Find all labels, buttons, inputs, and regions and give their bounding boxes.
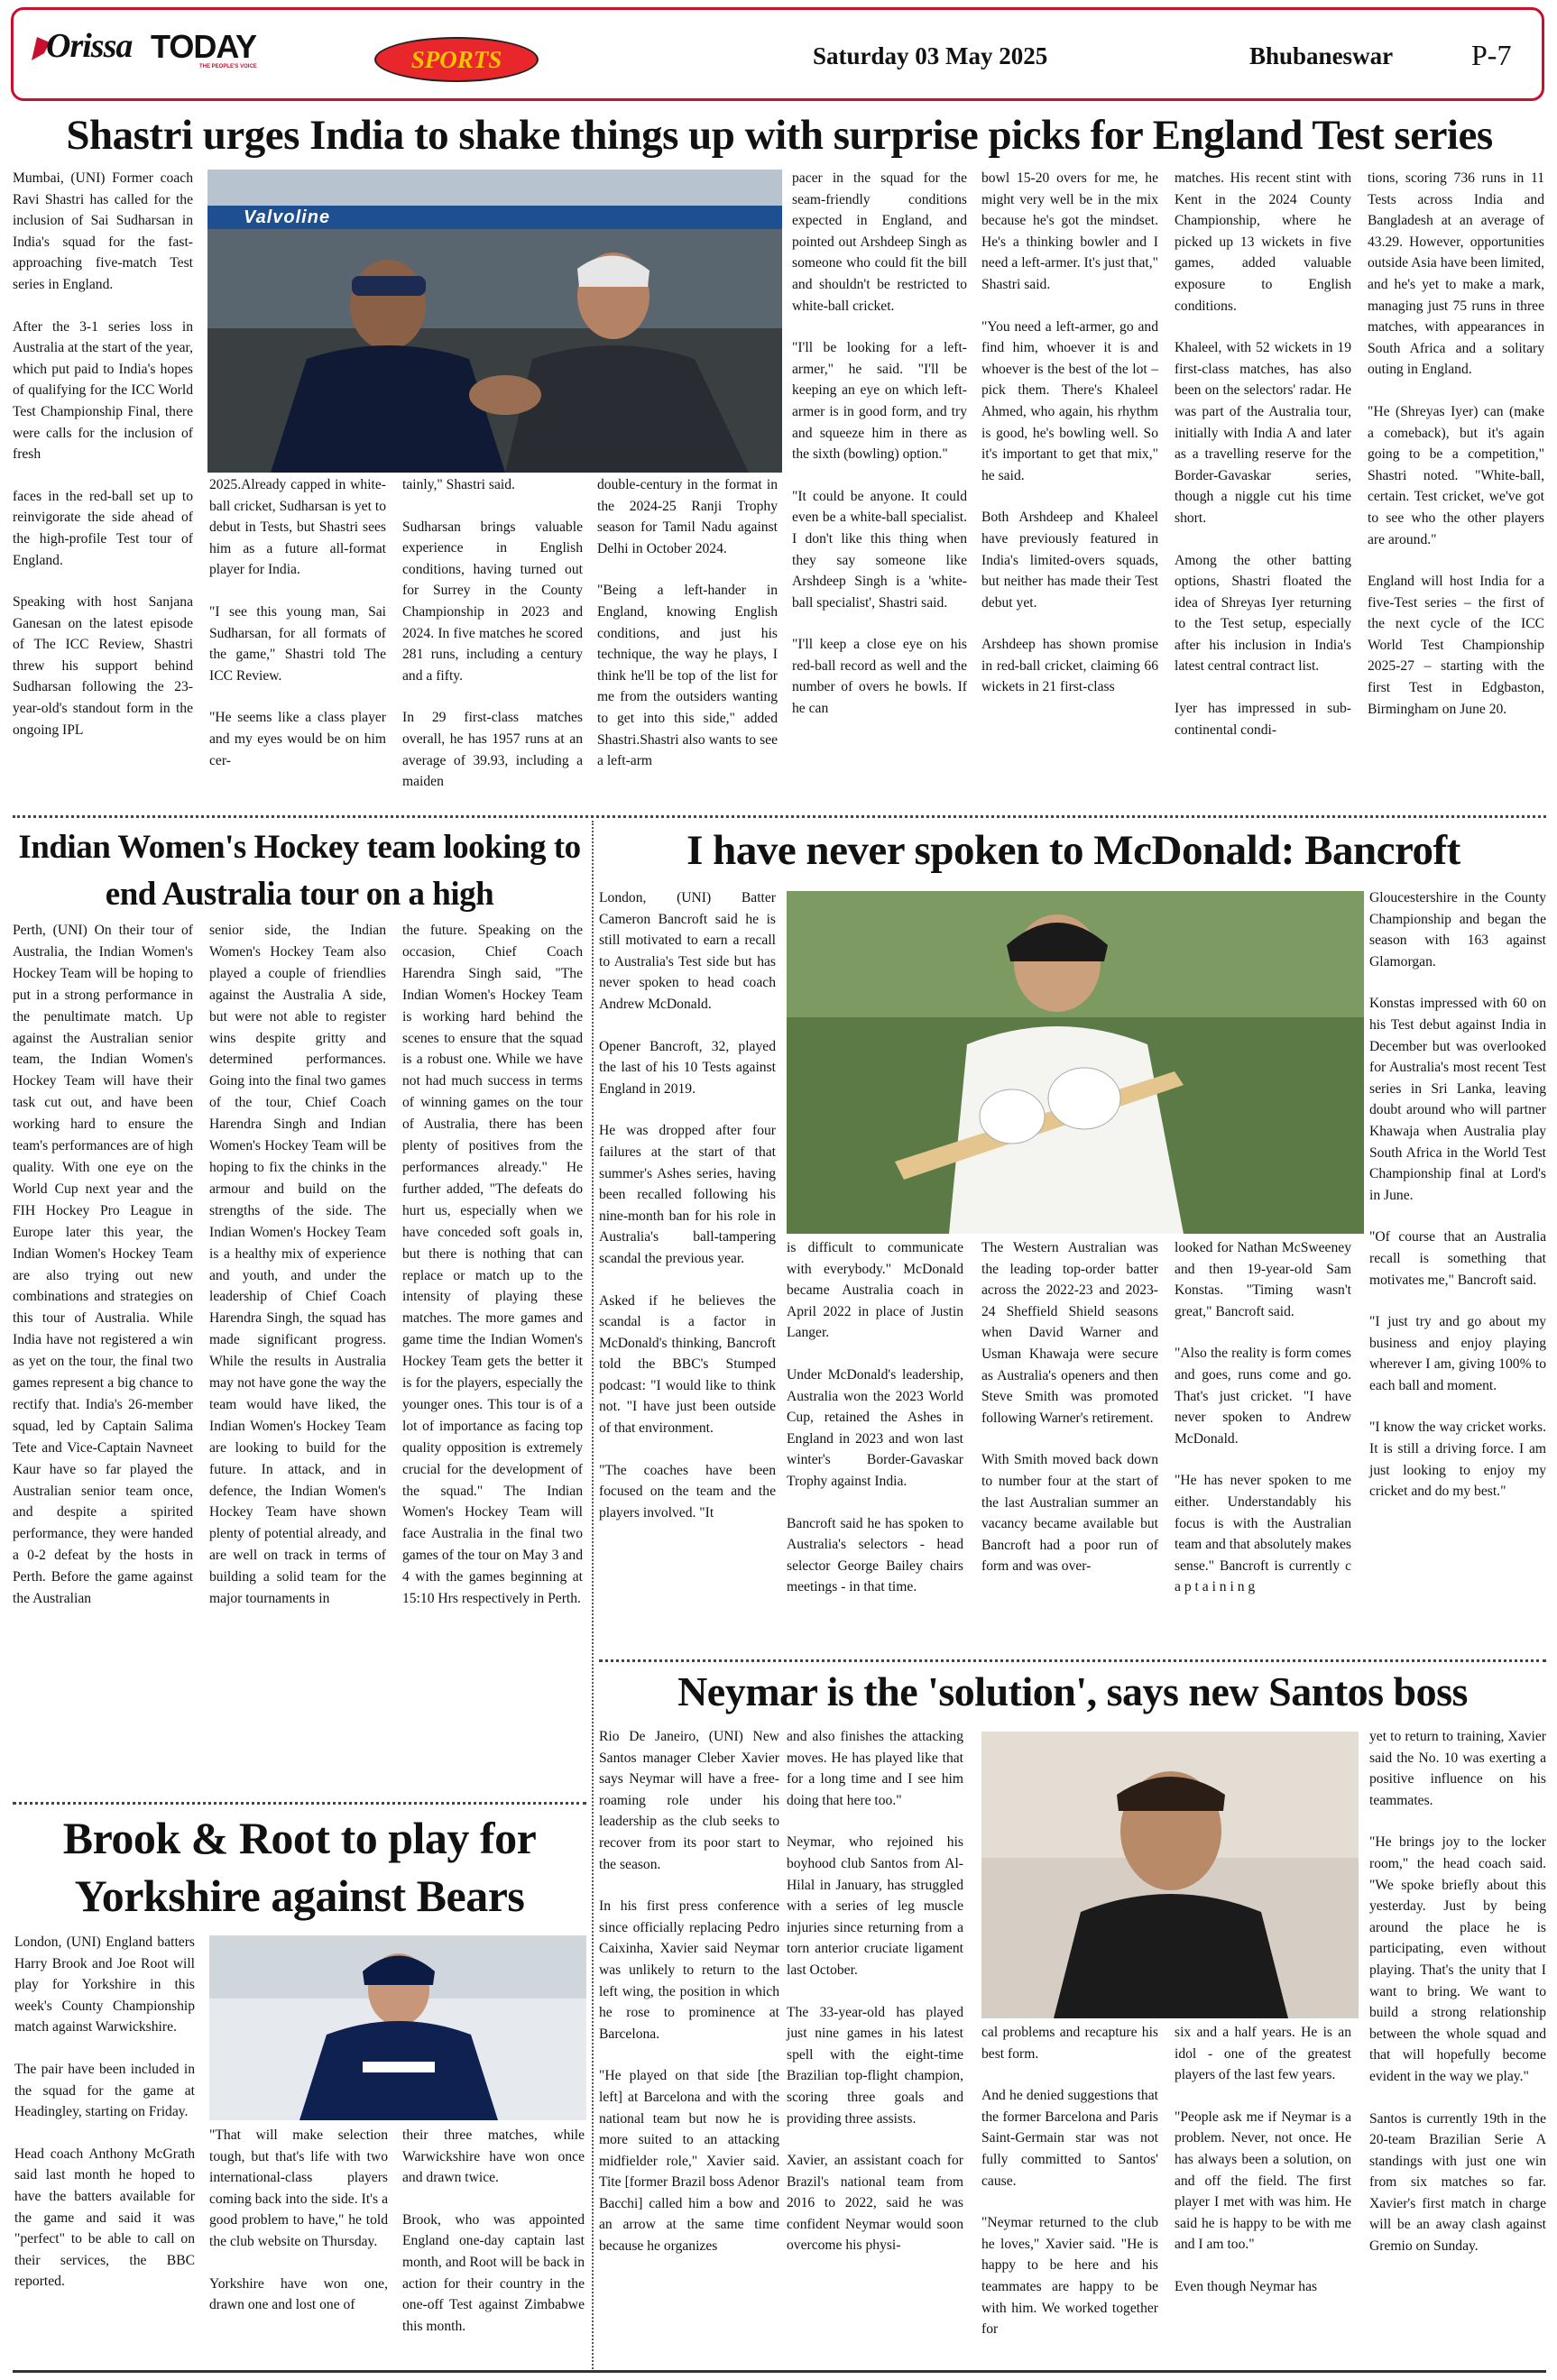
shastri-photo (207, 170, 782, 473)
shastri-col-8 (1368, 168, 1544, 740)
paragraph: London, (UNI) England batters Harry Brook and Joe Root will play for Yorkshire in this week's County Championship match against Warwickshire. (14, 1934, 195, 2035)
paragraph: The 33-year-old has played just nine games in his latest spell with the eight-time Brazilian top-flight champion, scoring three goals and providing three assists. (787, 2004, 963, 2127)
paragraph: The Western Australian was the leading top-order batter across the 2022-23 and 2023-24 Sheffield Shield seasons when David Warner and Usman Khawaja were secure as Australia's openers and then Steve Smith was promoted following Warner's retirement. (981, 1240, 1158, 1426)
paragraph: Brook, who was appointed England one-day captain last month, and Root will be back in action for their country in the one-off Test against Zimbabwe this month. (402, 2211, 585, 2334)
paragraph: 2025.Already capped in white-ball cricket, Sudharsan is yet to debut in Tests, but Shastri sees him as a future all-format player for India. (209, 477, 386, 578)
paragraph: England will host India for a five-Test series – the first of the next cycle of the ICC World Test Championship 2025-27 – starting with the first Test in Edgbaston, Birmingham on June 20. (1368, 574, 1544, 717)
divider (592, 821, 594, 2372)
paragraph: "He has never spoken to me either. Understandably his focus is with the Australian team and that absolutely makes sense." Bancroft is currently c a p t a i n i n g (1175, 1473, 1351, 1595)
paragraph: Mumbai, (UNI) Former coach Ravi Shastri has called for the inclusion of Sai Sudharsan in India's squad for the fast-approaching five-match Test series in England. (13, 170, 193, 292)
paragraph: "I see this young man, Sai Sudharsan, for all formats of the game," Shastri told The ICC Review. (209, 603, 386, 684)
paragraph: Konstas impressed with 60 on his Test debut against India in December but was overlooked for Australia's most recent Test series in Sri Lanka, leaving doubt around who will partner Khawaja when Australia play South Africa in the World Test Championship final at Lord's in June. (1369, 996, 1546, 1203)
brook-col-1 (14, 1932, 195, 2313)
logo-word-today: TODAY (151, 28, 257, 65)
photo-banner-text: Valvoline (244, 207, 331, 227)
paragraph: cal problems and recapture his best form. (981, 2025, 1158, 2062)
paragraph: "Being a left-hander in England, knowing English conditions, and just his technique, the way he plays, I think he'll be top of the list for me from the outsiders wanting to get into this side," added Shastri.Shastri also wants to see a left-arm (597, 583, 778, 769)
paragraph: "He seems like a class player and my eyes would be on him cer- (209, 710, 386, 768)
paragraph: He was dropped after four failures at the start of that summer's Ashes series, having been recalled following his nine-month ban for his role in Australia's ball-tampering scandal the previous year. (599, 1123, 776, 1266)
bancroft-col-1 (599, 887, 776, 1544)
headline-bancroft: I have never spoken to McDonald: Bancroft (686, 827, 1460, 874)
paragraph: Iyer has impressed in sub-continental condi- (1175, 701, 1351, 738)
bancroft-photo (787, 891, 1364, 1234)
section-label: SPORTS (410, 46, 502, 73)
headline-hockey: Indian Women's Hockey team looking to end Australia tour on a high (18, 829, 581, 913)
shastri-col-2 (209, 474, 386, 792)
paragraph: Among the other batting options, Shastri floated the idea of Shreyas Iyer returning to the Test setup, especially after his inclusion in India's latest central contract list. (1175, 552, 1351, 675)
paragraph: bowl 15-20 overs for me, he might very well be in the mix because he's got the mindset. He's a thinking bowler and I need a left-armer. It's just that," Shastri said. (981, 170, 1158, 292)
paragraph: Head coach Anthony McGrath said last month he hoped to have the batters available for the game and said it was "perfect" to be able to call on their services, the BBC reported. (14, 2146, 195, 2290)
paragraph: The pair have been included in the squad for the game at Headingley, starting on Friday. (14, 2061, 195, 2120)
page-number: P-7 (1471, 39, 1512, 71)
shastri-col-4 (597, 474, 778, 793)
city-label: Bhubaneswar (1249, 42, 1394, 69)
paragraph: double-century in the format in the 2024-25 Ranji Trophy season for Tamil Nadu against Delhi in October 2024. (597, 477, 778, 556)
paragraph: Neymar, who rejoined his boyhood club Santos from Al-Hilal in January, has struggled with a series of leg muscle injuries since returning from a torn anterior cruciate ligament last October. (787, 1834, 963, 1978)
paragraph: "You need a left-armer, go and find him, whoever it is and whoever is the best of the lot – pick them. There's Khaleel Ahmed, who again, his rhythm is good, he's bowling well. So it's important to get that mix," he said. (981, 318, 1158, 483)
neymar-photo (981, 1732, 1359, 2018)
hockey-col-3 (402, 920, 583, 1804)
paragraph: Santos is currently 19th in the 20-team Brazilian Serie A standings with just one win from six matches so far. Xavier's first match in charge will be an away clash against Gremio on Sunday. (1369, 2110, 1546, 2255)
neymar-photo-icon (981, 1732, 1359, 2018)
paragraph: "He (Shreyas Iyer) can (make a comeback), but it's again going to be a competition," Shastri noted. "White-ball, certain. Test cricket, we've got to see who the other players are around." (1368, 403, 1544, 547)
divider (599, 1659, 1546, 1662)
paragraph: yet to return to training, Xavier said the No. 10 was exerting a positive influence on his teammates. (1369, 1729, 1546, 1808)
paragraph: In his first press conference since officially replacing Pedro Caixinha, Xavier said Neymar was unlikely to return to the left wing, the position in which he rose to prominence at Barcelona. (599, 1898, 779, 2042)
paragraph: pacer in the squad for the seam-friendly conditions expected in England, and pointed out Arshdeep Singh as someone who could fit the bill and shouldn't be restricted to white-ball cricket. (792, 170, 967, 314)
headline-neymar: Neymar is the 'solution', says new Santos boss (677, 1668, 1468, 1714)
paragraph: After the 3-1 series loss in Australia at the start of the year, which put paid to India's hopes of qualifying for the ICC World Test Championship Final, there were calls for the inclusion of fresh (13, 318, 193, 463)
paragraph: Under McDonald's leadership, Australia won the 2023 World Cup, retained the Ashes in England in 2023 and won last winter's Border-Gavaskar Trophy against India. (787, 1366, 963, 1489)
paragraph: Arshdeep has shown promise in red-ball cricket, claiming 66 wickets in 21 first-class (981, 637, 1158, 695)
cricketer-photo-icon (209, 1935, 586, 2120)
shastri-col-3 (402, 474, 583, 813)
paragraph: "I'll keep a close eye on his red-ball record as well and the number of overs he bowls. If he can (792, 637, 967, 717)
paragraph: "The coaches have been focused on the team and the players involved. "It (599, 1462, 776, 1521)
paragraph: London, (UNI) Batter Cameron Bancroft said he is still motivated to earn a recall to Australia's Test side but has never spoken to head coach Andrew McDonald. (599, 890, 776, 1012)
neymar-col-2 (787, 1726, 963, 2277)
neymar-col-5 (1369, 1726, 1546, 2278)
paragraph: With Smith moved back down to number four at the start of the last Australian summer an vacancy became available but Bancroft had a poor run of form and was over- (981, 1452, 1158, 1575)
paragraph: "Also the reality is form comes and goes, runs come and go. That's just cricket. "I have never spoken to Andrew McDonald. (1175, 1346, 1351, 1447)
logo (28, 26, 263, 80)
paragraph: "I know the way cricket works. It is still a driving force. I am just looking to enjoy my cricket and do my best." (1369, 1420, 1546, 1500)
paragraph: their three matches, while Warwickshire have won once and drawn twice. (402, 2127, 585, 2186)
bancroft-col-3 (981, 1237, 1158, 1598)
divider (13, 1802, 586, 1805)
shastri-col-5 (792, 168, 967, 740)
bancroft-col-4 (1175, 1237, 1351, 1619)
paragraph: "He played on that side [the left] at Barcelona and with the national team but now he is more suited to an attacking midfielder role," Xavier said. Tite [former Brazil boss Adenor Bacchi] called him a bow and an arrow at the same time because he organizes (599, 2068, 779, 2255)
headline-brook-root: Brook & Root to play for Yorkshire against Bears (62, 1813, 537, 1921)
paragraph: Sudharsan brings valuable experience in English conditions, having turned out for Surrey in the County Championship in 2023 and 2024. In five matches he scored 281 runs, including a century and a fifty. (402, 519, 583, 684)
paragraph: is difficult to communicate with everybody." McDonald became Australia coach in April 2022 in place of Justin Langer. (787, 1240, 963, 1341)
brook-photo (209, 1935, 586, 2120)
paragraph: "Of course that an Australia recall is something that motivates me," Bancroft said. (1369, 1229, 1546, 1288)
divider (13, 815, 1546, 818)
brook-col-3 (402, 2125, 585, 2357)
paragraph: senior side, the Indian Women's Hockey Team also played a couple of friendlies against the Australia A side, but were not able to register wins despite gritty and determined performances. Going into the final two games of the tour, Chief Coach Harendra Singh and Indian Women's Hockey Team will be hoping to fix the chinks in the armour and build on the strengths of the side. The Indian Women's Hockey Team is a healthy mix of experience and youth, and under the leadership of Chief Coach Harendra Singh, the squad has made significant progress. While the results in Australia may not have gone the way the team would have liked, the Indian Women's Hockey Team are looking to build for the future. In attack, and in defence, the Indian Women's Hockey Team have shown plenty of potential already, and are well on track in terms of building a solid team for the major tournaments in (209, 923, 386, 1607)
paragraph: Perth, (UNI) On their tour of Australia, the Indian Women's Hockey Team will be hoping to put in a strong performance in the penultimate match. Up against the Australian senior team, the Indian Women's Hockey Team will have their task cut out, and have been working hard to ensure the team's performances are of high quality. With one eye on the World Cup next year and the FIH Hockey Pro League in Europe later this year, the Indian Women's Hockey Team are also trying out new combinations and strategies on this tour of Australia. While India have not registered a win as yet on the tour, the final two games represent a big chance to rectify that. India's 26-member squad, led by Captain Salima Tete and Vice-Captain Navneet Kaur have so far played the Australian senior team once, and despite a spirited performance, they were handed a 0-2 defeat by the hosts in Perth. Before the game against the Australian (13, 923, 193, 1607)
hockey-col-1 (13, 920, 193, 1804)
paragraph: tions, scoring 736 runs in 11 Tests across India and Bangladesh at an average of 43.29. However, opportunities outside Asia have been limited, and he's yet to make a mark, managing just 75 runs in three matches, with appearances in South Africa and a solitary outing in England. (1368, 170, 1544, 378)
paragraph: Opener Bancroft, 32, played the last of his 10 Tests against England in 2019. (599, 1038, 776, 1097)
masthead (11, 7, 1544, 101)
paragraph: Xavier, an assistant coach for Brazil's national team from 2016 to 2022, said he was confident Neymar would soon overcome his physi- (787, 2153, 963, 2254)
brook-col-2 (209, 2125, 388, 2337)
paragraph: Bancroft said he has spoken to Australia's selectors - head selector George Bailey chairs meetings - in that time. (787, 1515, 963, 1595)
shastri-col-7 (1175, 168, 1351, 761)
paragraph: And he denied suggestions that the former Barcelona and Paris Saint-Germain star was not fully committed to Santos' cause. (981, 2088, 1158, 2189)
batsman-photo-icon (787, 891, 1364, 1234)
paragraph: Rio De Janeiro, (UNI) New Santos manager Cleber Xavier says Neymar will have a free-roaming role under his leadership as the club seeks to recover from its poor start to the season. (599, 1729, 779, 1872)
bancroft-col-5 (1369, 887, 1546, 1523)
paragraph: "People ask me if Neymar is a problem. Never, not once. He has always been a solution, on and off the field. The first player I met with was him. He said he is happy to be with me and I am too." (1175, 2109, 1351, 2253)
neymar-col-3 (981, 2022, 1158, 2361)
paragraph: the future. Speaking on the occasion, Chief Coach Harendra Singh said, "The Indian Women's Hockey Team is working hard behind the scenes to ensure that the squad is a robust one. While we have not had much success in terms of winning games on the tour of Australia, there has been plenty of positives from the performances already." He further added, "The defeats do hurt us, especially when we have conceded soft goals in, but there is nothing that can replace or match up to the intensity of playing these matches. The more games and game time the Indian Women's Hockey Team gets the better it is for the players, especially the younger ones. This tour is of a lot of importance as facing top quality opposition is extremely crucial for the development of the squad." The Indian Women's Hockey Team will face Australia in the final two games of the tour on May 3 and 4 with the games beginning at 15:10 Hrs respectively in Perth. (402, 923, 583, 1607)
paragraph: Yorkshire have won one, drawn one and lost one of (209, 2275, 388, 2313)
paragraph: "He brings joy to the locker room," the head coach said. "We spoke briefly about this yesterday. Just by being around the place he is participating, even without playing. That's the unity that I want to bring. We want to build a strong relationship between the whole squad and that will hopefully become evident in the way we play." (1369, 1834, 1546, 2084)
hockey-col-2 (209, 920, 386, 1804)
paragraph: "I just try and go about my business and enjoy playing wherever I am, giving 100% to each ball and moment. (1369, 1314, 1546, 1393)
paragraph: Gloucestershire in the County Championship and began the season with 163 against Glamorgan. (1369, 890, 1546, 969)
neymar-col-1 (599, 1726, 779, 2278)
bancroft-col-2 (787, 1237, 963, 1619)
logo-tagline: THE PEOPLE'S VOICE (199, 64, 257, 69)
shastri-col-1 (13, 168, 193, 761)
paragraph: Both Arshdeep and Khaleel have previously featured in India's limited-overs squads, but neither has made their Test debut yet. (981, 510, 1158, 611)
paragraph: tainly," Shastri said. (402, 477, 515, 492)
paragraph: six and a half years. He is an idol - one of the greatest players of the last few years. (1175, 2025, 1351, 2083)
paragraph: "Neymar returned to the club he loves," Xavier said. "He is happy to be here and his teammates are happy to be with him. We worked together for (981, 2215, 1158, 2338)
paragraph: In 29 first-class matches overall, he has 1957 runs at an average of 39.93, including a maiden (402, 710, 583, 790)
logo-word-orissa: Orissa (46, 27, 133, 65)
paragraph: "That will make selection tough, but that's life with two international-class players coming back into the side. It's a good problem to have," he told the club website on Thursday. (209, 2127, 388, 2249)
paragraph: and also finishes the attacking moves. He has played like that for a long time and I see him doing that here too." (787, 1729, 963, 1808)
paragraph: "It could be anyone. It could even be a white-ball specialist. I don't like this thing when they say someone like Arshdeep Singh is a 'white-ball specialist', Shastri said. (792, 488, 967, 611)
footer-rule (13, 2370, 1546, 2373)
issue-date: Saturday 03 May 2025 (813, 42, 1048, 69)
shastri-col-6 (981, 168, 1158, 719)
paragraph: matches. His recent stint with Kent in the 2024 County Championship, where he picked up 13 wickets in five games, added valuable exposure to English conditions. (1175, 170, 1351, 314)
paragraph: Even though Neymar has (1175, 2278, 1318, 2294)
neymar-col-4 (1175, 2022, 1351, 2319)
paragraph: looked for Nathan McSweeney and then 19-year-old Sam Konstas. "Timing wasn't great," Bancroft said. (1175, 1240, 1351, 1319)
paragraph: faces in the red-ball set up to reinvigorate the side ahead of the high-profile Test tour of England. (13, 488, 193, 568)
paragraph: Asked if he believes the scandal is a factor in McDonald's thinking, Bancroft told the BBC's Stumped podcast: "I would like to think not. "I have just been outside of that environment. (599, 1292, 776, 1437)
paragraph: "I'll be looking for a left-armer," he said. "I'll be keeping an eye on which left-armer is in good form, and try and squeeze him in there as the sixth (bowling) option." (792, 340, 967, 463)
paragraph: Speaking with host Sanjana Ganesan on the latest episode of The ICC Review, Shastri threw his support behind Sudharsan following the 23-year-old's standout form in the ongoing IPL (13, 594, 193, 738)
section-badge (374, 37, 539, 82)
headline-shastri: Shastri urges India to shake things up with surprise picks for England Test series (66, 112, 1493, 159)
paragraph: Khaleel, with 52 wickets in 19 first-class matches, has also been on the selectors' radar. He was part of the Australia tour, initially with India A and later as a travelling reserve for the Border-Gavaskar series, though a niggle cut his time short. (1175, 340, 1351, 526)
